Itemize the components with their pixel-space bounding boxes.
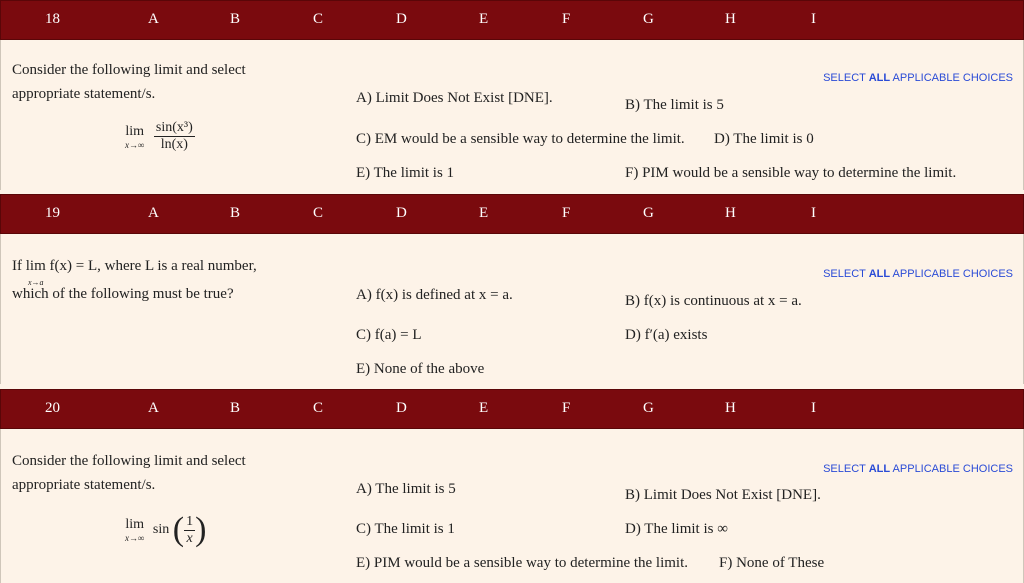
select-prefix: SELECT bbox=[823, 268, 869, 280]
stem-text: If bbox=[12, 258, 26, 274]
select-all-note bbox=[823, 268, 1013, 280]
option-b[interactable]: B) The limit is 5 bbox=[625, 97, 724, 113]
option-d[interactable]: D) The limit is ∞ bbox=[625, 521, 728, 537]
lim-subscript: x→∞ bbox=[125, 139, 145, 150]
stem-line: Consider the following limit and select bbox=[12, 62, 246, 78]
option-e[interactable]: E) PIM would be a sensible way to determine the limit. bbox=[356, 555, 689, 571]
column-e[interactable]: E bbox=[479, 205, 489, 221]
column-c[interactable]: C bbox=[313, 205, 324, 221]
question-body bbox=[0, 234, 1024, 384]
option-e[interactable]: E) None of the above bbox=[356, 361, 485, 377]
column-d[interactable]: D bbox=[396, 11, 407, 27]
column-d[interactable]: D bbox=[396, 205, 407, 221]
option-c[interactable]: C) EM would be a sensible way to determine the limit. bbox=[356, 131, 685, 147]
lim-subscript: x→∞ bbox=[125, 533, 145, 543]
select-all-word: ALL bbox=[868, 463, 891, 475]
column-f[interactable]: F bbox=[562, 11, 571, 27]
select-all-word: ALL bbox=[868, 72, 891, 84]
select-suffix: APPLICABLE CHOICES bbox=[890, 268, 1013, 280]
option-d[interactable]: D) f′(a) exists bbox=[625, 327, 708, 343]
question-stem bbox=[12, 449, 246, 497]
option-e[interactable]: E) The limit is 1 bbox=[356, 165, 455, 181]
option-b[interactable]: B) f(x) is continuous at x = a. bbox=[625, 293, 802, 309]
column-h[interactable]: H bbox=[725, 400, 736, 416]
option-a[interactable]: A) The limit is 5 bbox=[356, 481, 456, 497]
column-b[interactable]: B bbox=[230, 205, 241, 221]
option-f[interactable]: F) None of These bbox=[719, 555, 825, 571]
select-suffix: APPLICABLE CHOICES bbox=[890, 463, 1013, 475]
column-c[interactable]: C bbox=[313, 11, 324, 27]
column-d[interactable]: D bbox=[396, 400, 407, 416]
column-i[interactable]: I bbox=[811, 400, 816, 416]
option-f[interactable]: F) PIM would be a sensible way to determine the limit. bbox=[625, 165, 957, 181]
column-a[interactable]: A bbox=[148, 400, 159, 416]
column-h[interactable]: H bbox=[725, 11, 736, 27]
column-i[interactable]: I bbox=[811, 205, 816, 221]
select-all-note bbox=[823, 463, 1013, 475]
column-b[interactable]: B bbox=[230, 11, 241, 27]
fraction-numerator: 1 bbox=[186, 513, 194, 529]
question-body bbox=[0, 429, 1024, 583]
stem-line: appropriate statement/s. bbox=[12, 477, 156, 493]
question-stem bbox=[12, 58, 246, 106]
column-i[interactable]: I bbox=[811, 11, 816, 27]
column-e[interactable]: E bbox=[479, 400, 489, 416]
fraction-numerator: sin(x³) bbox=[155, 120, 193, 135]
select-suffix: APPLICABLE CHOICES bbox=[890, 72, 1013, 84]
stem-text: f(x) = L, where L is a real number, bbox=[45, 258, 257, 274]
question-header-bar bbox=[0, 389, 1024, 429]
option-a[interactable]: A) Limit Does Not Exist [DNE]. bbox=[356, 90, 553, 106]
function-name: sin bbox=[152, 522, 170, 537]
option-c[interactable]: C) The limit is 1 bbox=[356, 521, 455, 537]
option-b[interactable]: B) Limit Does Not Exist [DNE]. bbox=[625, 487, 821, 503]
stem-line: Consider the following limit and select bbox=[12, 453, 246, 469]
question-header-bar bbox=[0, 0, 1024, 40]
question-number: 18 bbox=[45, 11, 60, 27]
column-f[interactable]: F bbox=[562, 205, 571, 221]
limit-expression: lim x→∞ sin ( $\frac{1}{x}$ ) bbox=[125, 511, 207, 548]
question-number: 20 bbox=[45, 400, 60, 416]
column-g[interactable]: G bbox=[643, 205, 654, 221]
column-g[interactable]: G bbox=[643, 11, 654, 27]
question-stem bbox=[12, 254, 257, 306]
question-header-bar bbox=[0, 194, 1024, 234]
option-a[interactable]: A) f(x) is defined at x = a. bbox=[356, 287, 513, 303]
lim-subscript: x→a bbox=[27, 278, 44, 287]
limit-expression bbox=[125, 120, 195, 153]
column-b[interactable]: B bbox=[230, 400, 241, 416]
stem-line bbox=[12, 254, 257, 287]
lim-symbol: lim bbox=[125, 123, 145, 139]
select-all-note bbox=[823, 72, 1013, 84]
select-all-word: ALL bbox=[868, 268, 891, 280]
select-prefix: SELECT bbox=[823, 463, 869, 475]
column-g[interactable]: G bbox=[643, 400, 654, 416]
fraction-denominator: x bbox=[186, 530, 193, 546]
column-c[interactable]: C bbox=[313, 400, 324, 416]
stem-line: which of the following must be true? bbox=[12, 286, 234, 302]
lim-symbol: lim bbox=[25, 258, 46, 274]
column-f[interactable]: F bbox=[562, 400, 571, 416]
fraction-denominator: ln(x) bbox=[160, 137, 188, 152]
lim-symbol: lim bbox=[125, 517, 145, 532]
column-a[interactable]: A bbox=[148, 205, 159, 221]
stem-line: appropriate statement/s. bbox=[12, 86, 156, 102]
question-number: 19 bbox=[45, 205, 60, 221]
column-h[interactable]: H bbox=[725, 205, 736, 221]
option-d[interactable]: D) The limit is 0 bbox=[714, 131, 814, 147]
column-a[interactable]: A bbox=[148, 11, 159, 27]
column-e[interactable]: E bbox=[479, 11, 489, 27]
question-body bbox=[0, 40, 1024, 190]
option-c[interactable]: C) f(a) = L bbox=[356, 327, 422, 343]
select-prefix: SELECT bbox=[823, 72, 869, 84]
